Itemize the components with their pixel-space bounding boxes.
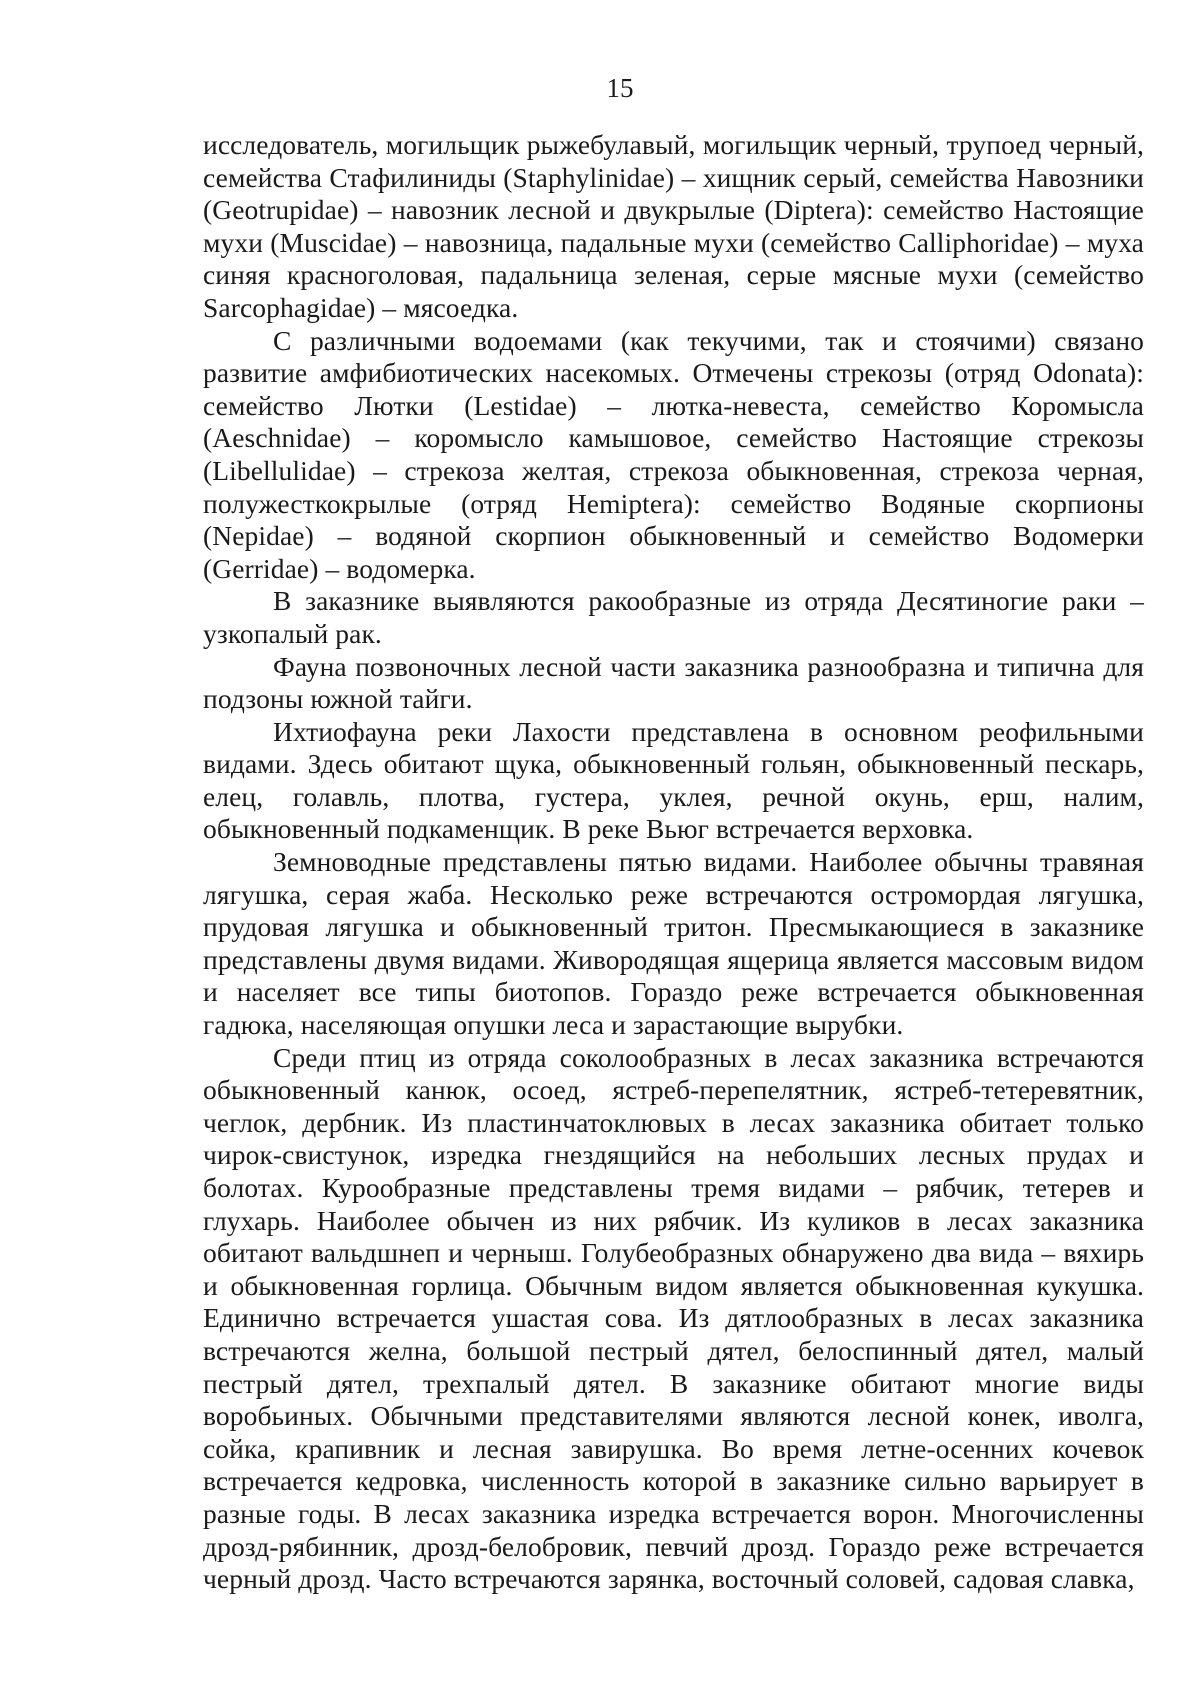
- paragraph-amphibians-reptiles: Земноводные представлены пятью видами. Наиболее обычны травяная лягушка, серая жаба. Несколько реже встречаются остромордая лягушка, прудовая лягушка и обыкновенный тритон. Пресмыкающиеся в заказнике представлены двумя видами. Живородящая ящерица является массовым видом и населяет все типы биотопов. Гораздо реже встречается обыкновенная гадюка, населяющая опушки леса и зарастающие вырубки.: [203, 846, 1144, 1041]
- paragraph-birds: Среди птиц из отряда соколообразных в лесах заказника встречаются обыкновенный канюк, осоед, ястреб-перепелятник, ястреб-тетеревятник, чеглок, дербник. Из пластинчатоклювых в лесах заказника обитает только чирок-свистунок, изредка гнездящийся на небольших лесных прудах и болотах. Курообразные представлены тремя видами – рябчик, тетерев и глухарь. Наиболее обычен из них рябчик. Из куликов в лесах заказника обитают вальдшнеп и черныш. Голубеобразных обнаружено два вида – вяхирь и обыкновенная горлица. Обычным видом является обыкновенная кукушка. Единично встречается ушастая сова. Из дятлообразных в лесах заказника встречаются желна, большой пестрый дятел, белоспинный дятел, малый пестрый дятел, трехпалый дятел. В заказнике обитают многие виды воробьиных. Обычными представителями являются лесной конек, иволга, сойка, крапивник и лесная завирушка. Во время летне-осенних кочевок встречается кедровка, численность которой в заказнике сильно варьирует в разные годы. В лесах заказника изредка встречается ворон. Многочисленны дрозд-рябинник, дрозд-белобровик, певчий дрозд. Гораздо реже встречается черный дрозд. Часто встречаются зарянка, восточный соловей, садовая славка,: [203, 1041, 1144, 1595]
- paragraph-vertebrates: Фауна позвоночных лесной части заказника разнообразна и типична для подзоны южной тайги.: [203, 650, 1144, 715]
- paragraph-amphibiotic-insects: С различными водоемами (как текучими, так и стоячими) связано развитие амфибиотических насекомых. Отмечены стрекозы (отряд Odonata): семейство Лютки (Lestidae) – лютка-невеста, семейство Коромысла (Aeschnidae) – коромысло камышовое, семейство Настоящие стрекозы (Libellulidae) – стрекоза желтая, стрекоза обыкновенная, стрекоза черная, полужесткокрылые (отряд Hemiptera): семейство Водяные скорпионы (Nepidae) – водяной скорпион обыкновенный и семейство Водомерки (Gerridae) – водомерка.: [203, 324, 1144, 584]
- paragraph-insects-continued: исследователь, могильщик рыжебулавый, могильщик черный, трупоед черный, семейства Стафилиниды (Staphylinidae) – хищник серый, семейства Навозники (Geotrupidae) – навозник лесной и двукрылые (Diptera): семейство Настоящие мухи (Muscidae) – навозница, падальные мухи (семейство Calliphoridae) – муха синяя красноголовая, падальница зеленая, серые мясные мухи (семейство Sarcophagidae) – мясоедка.: [203, 129, 1144, 323]
- document-body: [203, 129, 1144, 1596]
- paragraph-ichthyofauna: Ихтиофауна реки Лахости представлена в основном реофильными видами. Здесь обитают щука, обыкновенный гольян, обыкновенный пескарь, елец, голавль, плотва, густера, уклея, речной окунь, ерш, налим, обыкновенный подкаменщик. В реке Вьюг встречается верховка.: [203, 715, 1144, 845]
- paragraph-crustaceans: В заказнике выявляются ракообразные из отряда Десятиногие раки – узкопалый рак.: [203, 585, 1144, 649]
- page-number: 15: [606, 73, 634, 103]
